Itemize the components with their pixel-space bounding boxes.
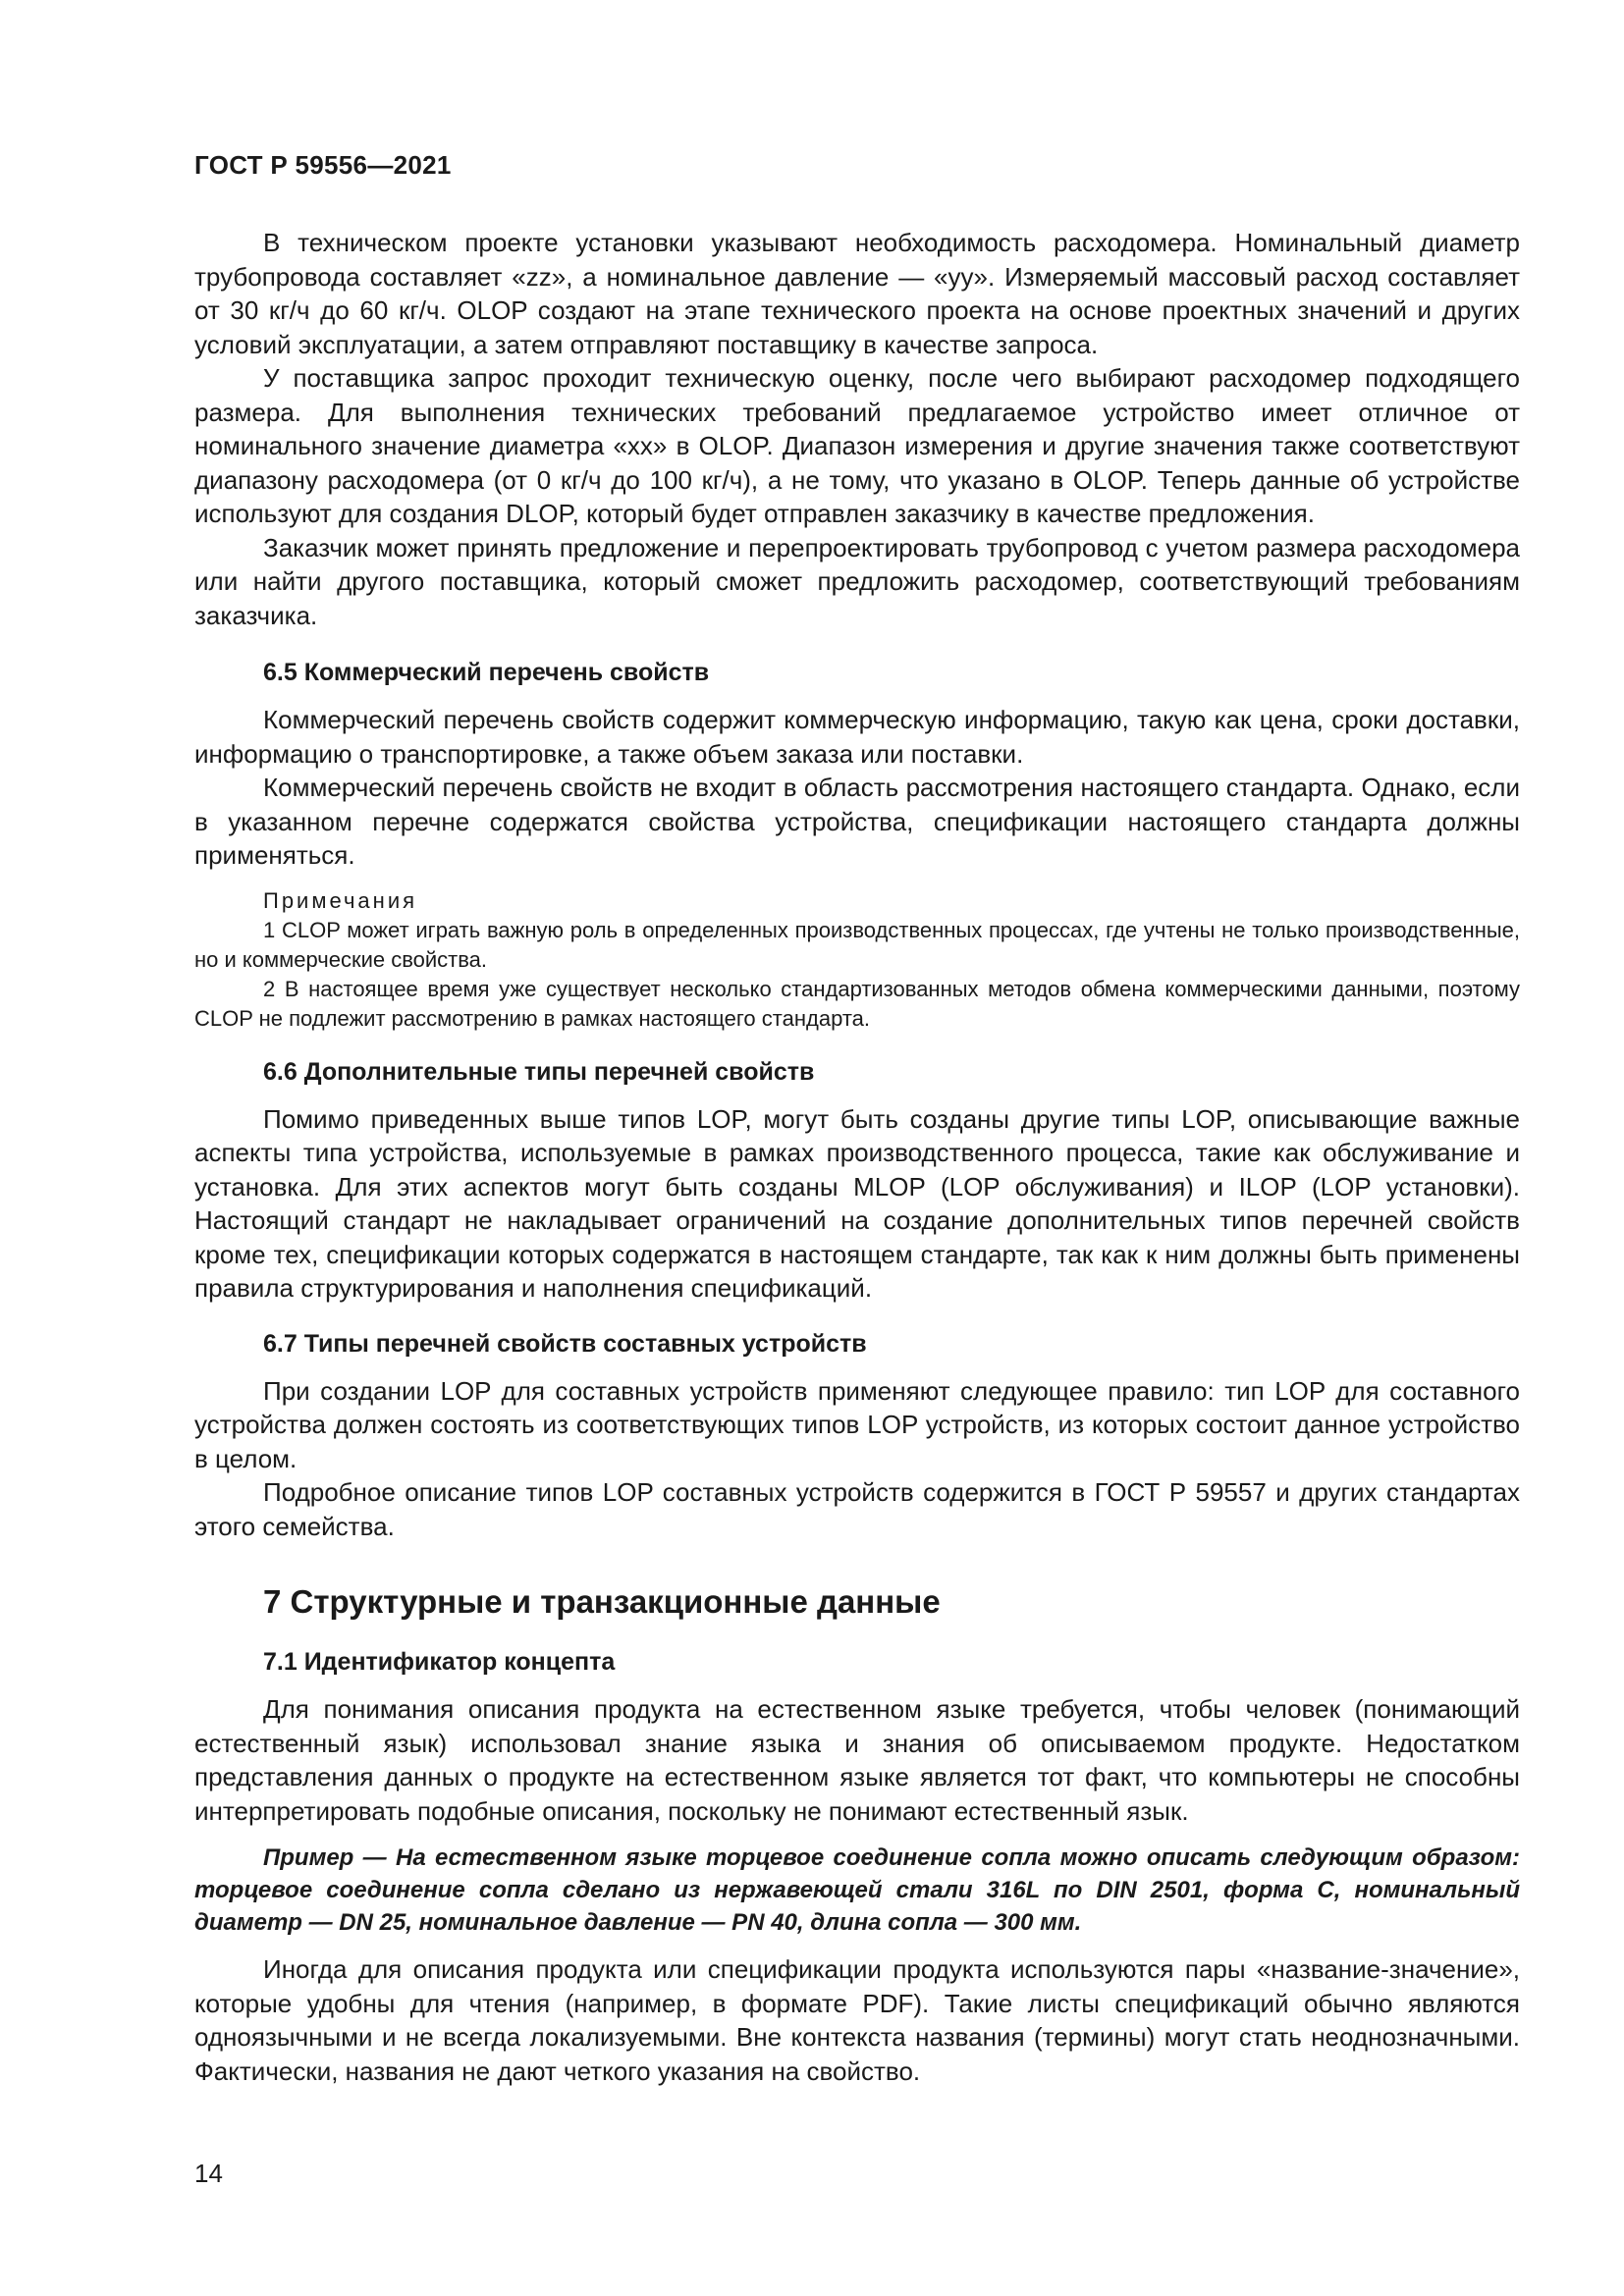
document-header: ГОСТ Р 59556—2021 (194, 150, 452, 180)
section-heading-6-7: 6.7 Типы перечней свойств составных устройств (263, 1329, 867, 1358)
example-paragraph: Пример — На естественном языке торцевое соединение сопла можно описать следующим образом: торцевое соединение сопла сделано из нержавеющей стали 316L по DIN 2501, форма C, номинальный диаметр — DN 25, номинальное давление — PN 40, длина сопла — 300 мм. (194, 1844, 1520, 1936)
paragraph: Иногда для описания продукта или спецификации продукта используются пары «название-значение», которые удобны для чтения (например, в формате PDF). Такие листы спецификаций обычно являются одноязычными и не всегда локализуемыми. Вне контекста названия (термины) могут стать неоднозначными. Фактически, названия не дают четкого указания на свойство. (194, 1954, 1520, 2086)
document-body (194, 226, 1520, 2088)
note: 1 CLOP может играть важную роль в определенных производственных процессах, где учтены не только производственные, но и коммерческие свойства. (194, 917, 1520, 972)
paragraph: Коммерческий перечень свойств не входит в область рассмотрения настоящего стандарта. Однако, если в указанном перечне содержатся свойства устройства, спецификации настоящего стандарта должны применяться. (194, 773, 1520, 870)
page-number: 14 (194, 2159, 223, 2188)
paragraph: В техническом проекте установки указывают необходимость расходомера. Номинальный диаметр трубопровода составляет «zz», а номинальное давление — «yy». Измеряемый массовый расход составляет от 30 кг/ч до 60 кг/ч. OLOP создают на этапе технического проекта на основе проектных значений и других условий эксплуатации, а затем отправляют поставщику в качестве запроса. (194, 228, 1520, 359)
paragraph: При создании LOP для составных устройств применяют следующее правило: тип LOP для составного устройства должен состоять из соответствующих типов LOP устройств, из которых состоит данное устройство в целом. (194, 1375, 1520, 1473)
paragraph: Коммерческий перечень свойств содержит коммерческую информацию, такую как цена, сроки доставки, информацию о транспортировке, а также объем заказа или поставки. (194, 705, 1520, 769)
section-heading-7-1: 7.1 Идентификатор концепта (263, 1648, 616, 1676)
paragraph: Помимо приведенных выше типов LOP, могут быть созданы другие типы LOP, описывающие важные аспекты типа устройства, используемые в рамках производственного процесса, такие как обслуживание и установка. Для этих аспектов могут быть созданы MLOP (LOP обслуживания) и ILOP (LOP установки). Настоящий стандарт не накладывает ограничений на создание дополнительных типов перечней свойств кроме тех, спецификации которых содержатся в настоящем стандарте, так как к ним должны быть применены правила структурирования и наполнения спецификаций. (194, 1103, 1520, 1303)
section-heading-6-6: 6.6 Дополнительные типы перечней свойств (263, 1057, 815, 1086)
notes-title: Примечания (263, 887, 418, 913)
paragraph: У поставщика запрос проходит техническую оценку, после чего выбирают расходомер подходящего размера. Для выполнения технических требований предлагаемое устройство имеет отличное от номинального значение диаметра «xx» в OLOP. Диапазон измерения и другие значения также соответствуют диапазону расходомера (от 0 кг/ч до 100 кг/ч), а не тому, что указано в OLOP. Теперь данные об устройстве используют для создания DLOP, который будет отправлен заказчику в качестве предложения. (194, 363, 1520, 528)
chapter-heading-7: 7 Структурные и транзакционные данные (263, 1583, 941, 1620)
section-heading-6-5: 6.5 Коммерческий перечень свойств (263, 659, 710, 686)
note: 2 В настоящее время уже существует несколько стандартизованных методов обмена коммерческими данными, поэтому CLOP не подлежит рассмотрению в рамках настоящего стандарта. (194, 976, 1520, 1031)
paragraph: Заказчик может принять предложение и перепроектировать трубопровод с учетом размера расходомера или найти другого поставщика, который сможет предложить расходомер, соответствующий требованиям заказчика. (194, 532, 1520, 630)
paragraph: Для понимания описания продукта на естественном языке требуется, чтобы человек (понимающий естественный язык) использовал знание языка и знания об описываемом продукте. Недостатком представления данных о продукте на естественном языке является тот факт, что компьютеры не способны интерпретировать подобные описания, поскольку не понимают естественный язык. (194, 1694, 1520, 1826)
paragraph: Подробное описание типов LOP составных устройств содержится в ГОСТ Р 59557 и других стандартах этого семейства. (194, 1477, 1520, 1541)
